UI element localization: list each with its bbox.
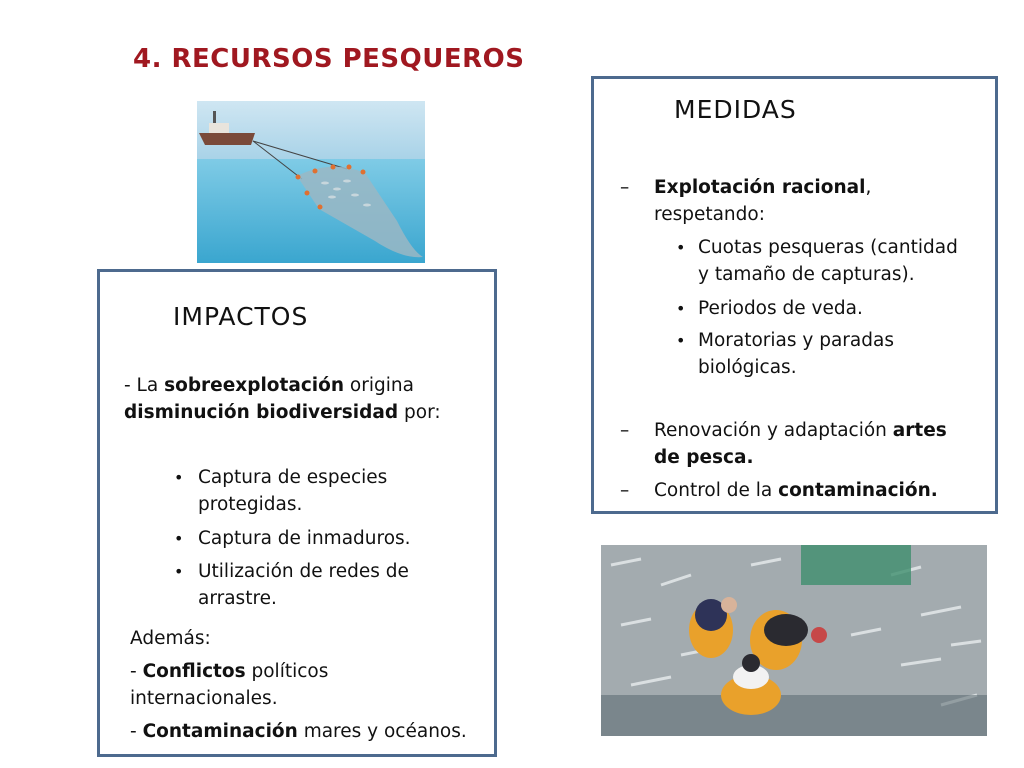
fishermen-photo bbox=[601, 545, 987, 736]
medidas-bullet-1: • bbox=[676, 238, 686, 257]
medidas-sub-veda: Periodos de veda. bbox=[698, 298, 863, 319]
medidas-dash-1: – bbox=[620, 177, 630, 198]
impactos-item-especies: Captura de especies protegidas. bbox=[198, 467, 388, 515]
impactos-item-redes: Utilización de redes de arrastre. bbox=[198, 561, 409, 609]
medidas-bullet-3: • bbox=[676, 331, 686, 350]
impactos-item-inmaduros: Captura de inmaduros. bbox=[198, 528, 411, 549]
page-title: 4. RECURSOS PESQUEROS bbox=[133, 44, 525, 74]
medidas-item-renovacion: Renovación y adaptación artes de pesca. bbox=[654, 420, 947, 468]
impactos-bullet-1: • bbox=[174, 468, 184, 487]
impactos-intro: - La sobreexplotación origina disminución biodiversidad por: bbox=[124, 375, 441, 423]
impactos-bullet-2: • bbox=[174, 529, 184, 548]
impactos-conflictos: - Conflictos políticos internacionales. bbox=[130, 661, 329, 709]
medidas-item-control: Control de la contaminación. bbox=[654, 480, 938, 501]
impactos-contaminacion: - Contaminación mares y océanos. bbox=[130, 721, 467, 742]
impactos-box bbox=[97, 269, 497, 757]
medidas-bullet-2: • bbox=[676, 299, 686, 318]
impactos-bullet-3: • bbox=[174, 562, 184, 581]
medidas-sub-moratorias: Moratorias y paradas biológicas. bbox=[698, 330, 894, 378]
impactos-ademas: Además: bbox=[130, 628, 211, 649]
medidas-sub-cuotas: Cuotas pesqueras (cantidad y tamaño de capturas). bbox=[698, 237, 958, 285]
medidas-dash-3: – bbox=[620, 480, 630, 501]
impactos-heading: IMPACTOS bbox=[173, 302, 309, 331]
medidas-box bbox=[591, 76, 998, 514]
medidas-dash-2: – bbox=[620, 420, 630, 441]
medidas-heading: MEDIDAS bbox=[674, 95, 797, 124]
medidas-item-explotacion: Explotación racional, respetando: bbox=[654, 177, 872, 225]
trawler-net-illustration bbox=[197, 101, 425, 263]
